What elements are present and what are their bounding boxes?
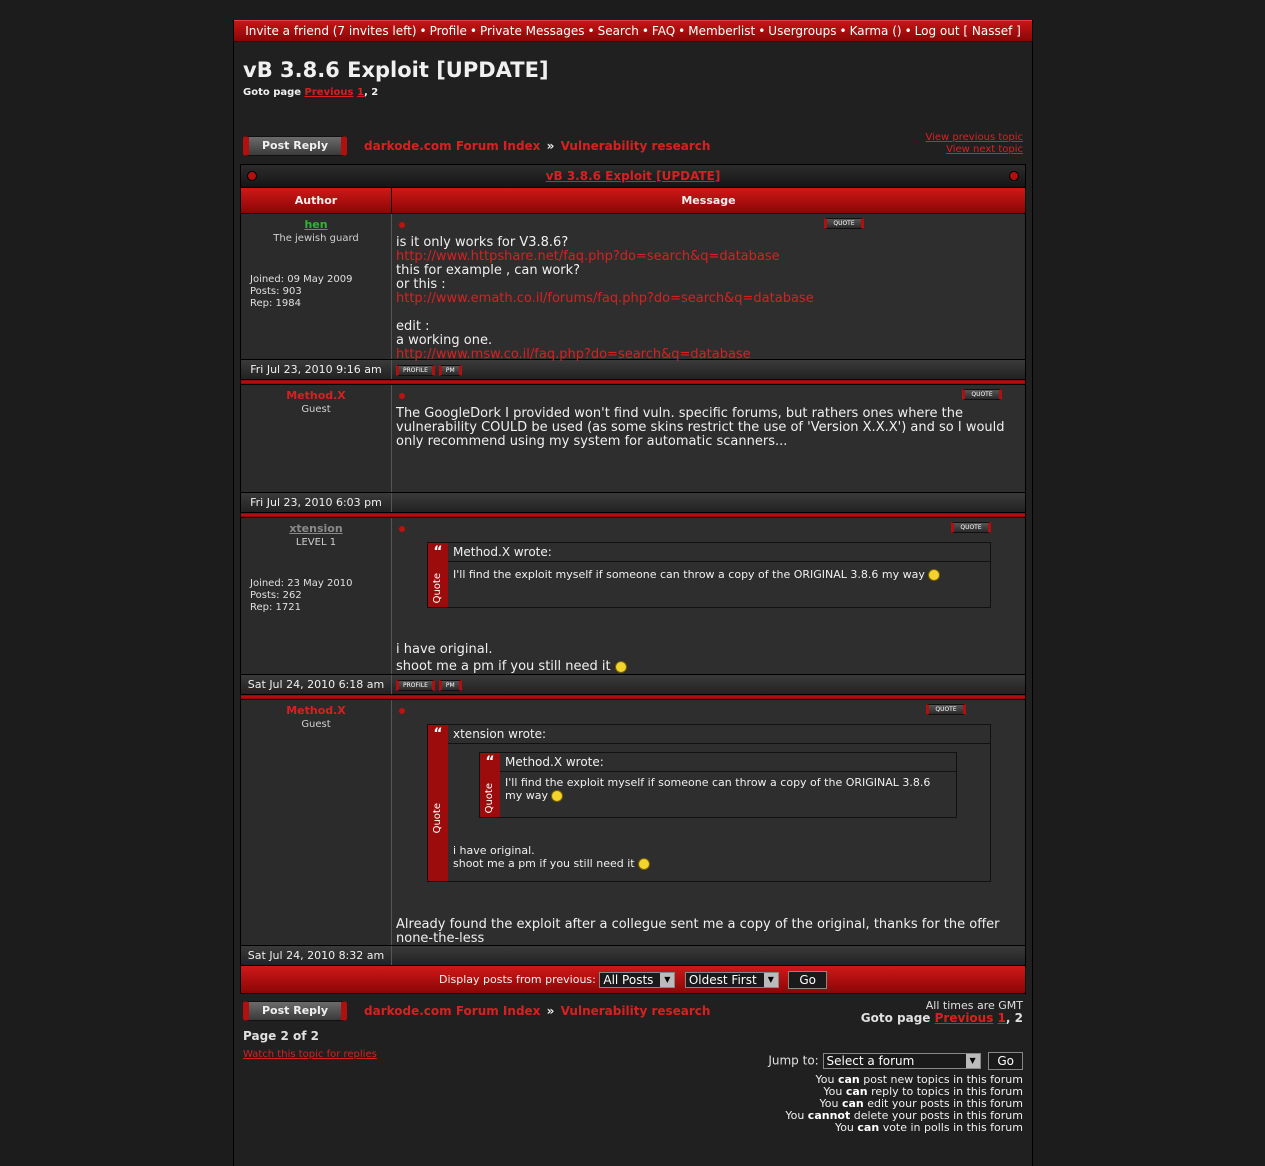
quote-text xyxy=(448,844,990,876)
post-message xyxy=(392,385,1025,492)
jump-label: Jump to: xyxy=(768,1053,819,1068)
quote-label: Quote xyxy=(432,802,443,833)
goto-page-1-link[interactable]: 1 xyxy=(997,1011,1006,1025)
post-line-text: shoot me a pm if you still need it xyxy=(396,659,611,674)
column-headers xyxy=(241,187,1025,213)
author-posts: Posts: 262 xyxy=(250,590,302,601)
author-name[interactable] xyxy=(250,522,382,535)
quote-button[interactable]: QUOTE xyxy=(824,218,864,229)
permission-subject: You xyxy=(819,1097,839,1110)
permission-subject: You xyxy=(823,1085,843,1098)
view-next-topic-link[interactable]: View next topic xyxy=(946,144,1023,155)
permission-item xyxy=(785,1122,1023,1134)
post-actions xyxy=(392,946,1025,965)
author-rep: Rep: 1984 xyxy=(250,298,301,309)
quote-button[interactable]: QUOTE xyxy=(962,389,1002,400)
quote-text-content: I'll find the exploit myself if someone can throw a copy of the ORIGINAL 3.8.6 my way xyxy=(505,776,931,802)
chevron-down-icon: ▼ xyxy=(660,973,674,987)
display-label: Display posts from previous: xyxy=(439,973,596,986)
author-joined: Joined: 23 May 2010 xyxy=(250,578,353,589)
pm-button[interactable]: PM xyxy=(439,365,462,376)
chevron-down-icon: ▼ xyxy=(764,973,778,987)
post-reply-button[interactable]: Post Reply xyxy=(243,1001,347,1021)
permission-text: delete your posts in this forum xyxy=(853,1109,1023,1122)
permission-text: post new topics in this forum xyxy=(863,1073,1023,1086)
quote-block xyxy=(427,542,991,608)
post-line: i have original. xyxy=(396,642,493,657)
nav-karma[interactable]: Karma () xyxy=(849,24,902,38)
post-link[interactable]: http://www.emath.co.il/forums/faq.php?do=search&q=database xyxy=(396,291,814,306)
quote-side xyxy=(480,753,500,817)
post-line: or this : xyxy=(396,277,446,292)
quote-side xyxy=(428,543,448,607)
post xyxy=(241,213,1025,362)
topic-navigation xyxy=(925,132,1023,156)
goto-previous-link[interactable]: Previous xyxy=(304,87,354,98)
author-name[interactable] xyxy=(250,218,382,231)
message-column-header: Message xyxy=(681,194,736,207)
nav-logout[interactable]: Log out [ Nassef ] xyxy=(914,24,1021,38)
watch-topic-link[interactable]: Watch this topic for replies xyxy=(243,1049,377,1060)
quote-mark-icon: “ xyxy=(433,726,443,742)
permissions-list xyxy=(785,1074,1023,1134)
post-message xyxy=(392,700,1025,945)
view-previous-topic-link[interactable]: View previous topic xyxy=(925,132,1023,143)
goto-page-1-link[interactable]: 1 xyxy=(356,87,364,98)
post-reply-button[interactable]: Post Reply xyxy=(243,136,347,156)
nav-memberlist[interactable]: Memberlist xyxy=(688,24,756,38)
permission-verb: can xyxy=(857,1121,880,1134)
quote-content xyxy=(448,543,990,607)
post-actions xyxy=(392,360,1025,379)
footer-pagination xyxy=(861,999,1023,1025)
author-stats xyxy=(250,578,382,614)
jump-forum-select[interactable] xyxy=(823,1053,981,1069)
post-footer xyxy=(241,492,1025,512)
post-blank-line xyxy=(396,306,1021,320)
post-body: The GoogleDork I provided won't find vuln. specific forums, but rathers ones where the vulnerability COULD be used (as some skins restrict the use of 'Version X.X.X') and so I would only recommend using my system for automatic scanners... xyxy=(396,406,1005,449)
select-value: Oldest First xyxy=(688,973,757,987)
post-author xyxy=(241,214,392,359)
post-footer xyxy=(241,359,1025,379)
post-icon xyxy=(399,393,405,399)
quote-label: Quote xyxy=(432,572,443,603)
table-title xyxy=(241,165,1025,187)
post-date: Fri Jul 23, 2010 6:03 pm xyxy=(241,493,392,512)
author-rank: Guest xyxy=(301,719,331,730)
post-footer xyxy=(241,945,1025,965)
quote-line xyxy=(453,857,985,870)
post-line: edit : xyxy=(396,319,430,334)
quote-text xyxy=(500,772,956,808)
post-author xyxy=(241,518,392,674)
nav-invite[interactable]: Invite a friend (7 invites left) xyxy=(245,24,417,38)
author-column-header: Author xyxy=(241,188,392,213)
breadcrumb-forum[interactable]: Vulnerability research xyxy=(560,139,711,153)
goto-label: Goto page xyxy=(243,87,302,98)
smiley-icon xyxy=(551,790,563,802)
permission-verb: can xyxy=(837,1073,860,1086)
display-options-bar xyxy=(241,965,1025,993)
author-posts: Posts: 903 xyxy=(250,286,302,297)
profile-button[interactable]: PROFILE xyxy=(396,365,435,376)
permission-text: vote in polls in this forum xyxy=(882,1121,1023,1134)
permission-text: reply to topics in this forum xyxy=(871,1085,1023,1098)
permission-verb: can xyxy=(845,1085,868,1098)
post xyxy=(241,699,1025,945)
nested-quote-block xyxy=(479,752,957,818)
pm-button[interactable]: PM xyxy=(439,680,462,691)
top-navigation: Invite a friend (7 invites left) • Profile • Private Messages • Search • FAQ • Memberlist • Usergroups • Karma () • Log out [ Nassef ] xyxy=(234,20,1032,42)
post-date: Fri Jul 23, 2010 9:16 am xyxy=(241,360,392,379)
post-icon xyxy=(399,708,405,714)
author-rank: The jewish guard xyxy=(273,233,359,244)
quote-text-content: I'll find the exploit myself if someone can throw a copy of the ORIGINAL 3.8.6 my way xyxy=(453,568,925,581)
timezone-note: All times are GMT xyxy=(925,999,1023,1012)
post-message xyxy=(392,214,1025,362)
author-stats xyxy=(250,274,382,310)
post-author xyxy=(241,700,392,945)
breadcrumb xyxy=(364,139,710,153)
select-value: Select a forum xyxy=(826,1054,915,1068)
post-line: this for example , can work? xyxy=(396,263,581,278)
permission-subject: You xyxy=(815,1073,835,1086)
breadcrumb-forum-index[interactable]: darkode.com Forum Index xyxy=(364,139,541,153)
chevron-down-icon: ▼ xyxy=(966,1054,980,1068)
quote-button[interactable]: QUOTE xyxy=(951,522,991,533)
bottom-section xyxy=(234,994,1032,1144)
display-range-select[interactable] xyxy=(599,972,675,988)
post-date: Sat Jul 24, 2010 8:32 am xyxy=(241,946,392,965)
jump-to xyxy=(768,1052,1023,1070)
breadcrumb-forum[interactable]: Vulnerability research xyxy=(560,1004,711,1018)
nav-private-messages[interactable]: Private Messages xyxy=(480,24,585,38)
quote-text xyxy=(448,562,990,587)
post-body xyxy=(396,236,1021,362)
goto-page xyxy=(243,87,1023,98)
quote-content xyxy=(500,753,956,817)
permission-text: edit your posts in this forum xyxy=(867,1097,1023,1110)
quote-author: Method.X wrote: xyxy=(448,543,990,562)
goto-page xyxy=(861,1012,1023,1025)
profile-button[interactable]: PROFILE xyxy=(396,680,435,691)
quote-label: Quote xyxy=(484,782,495,813)
page-of: Page 2 of 2 xyxy=(243,1029,319,1043)
post-line xyxy=(396,660,1021,674)
post-link[interactable]: http://www.httpshare.net/faq.php?do=search&q=database xyxy=(396,249,780,264)
top-action-bar xyxy=(234,132,1032,164)
post-link[interactable]: http://www.msw.co.il/faq.php?do=search&q=database xyxy=(396,347,751,362)
goto-previous-link[interactable]: Previous xyxy=(934,1011,994,1025)
page xyxy=(233,20,1033,1166)
goto-label: Goto page xyxy=(860,1011,931,1025)
nav-profile[interactable]: Profile xyxy=(429,24,467,38)
nav-search[interactable]: Search xyxy=(597,24,639,38)
post-actions xyxy=(392,675,1025,694)
post xyxy=(241,517,1025,674)
goto-current-page: , 2 xyxy=(1005,1011,1023,1025)
permission-verb: can xyxy=(841,1097,864,1110)
author-rank: Guest xyxy=(301,404,331,415)
display-go-button[interactable]: Go xyxy=(788,971,827,989)
quote-mark-icon: “ xyxy=(433,544,443,560)
quote-mark-icon: “ xyxy=(485,754,495,770)
post-line: is it only works for V3.8.6? xyxy=(396,235,569,250)
post-footer xyxy=(241,674,1025,694)
sort-order-select[interactable] xyxy=(685,972,779,988)
topic-title-link[interactable]: vB 3.8.6 Exploit [UPDATE] xyxy=(545,169,721,183)
quote-content xyxy=(448,725,990,881)
jump-go-button[interactable]: Go xyxy=(988,1052,1023,1070)
goto-current-page: , 2 xyxy=(363,87,379,98)
select-value: All Posts xyxy=(603,973,654,987)
quote-author: Method.X wrote: xyxy=(500,753,956,772)
author-joined: Joined: 09 May 2009 xyxy=(250,274,353,285)
post-icon xyxy=(399,526,405,532)
permission-subject: You xyxy=(834,1121,854,1134)
corner-dot-icon xyxy=(1009,171,1019,181)
post-icon xyxy=(399,222,405,228)
post-line: a working one. xyxy=(396,333,493,348)
post-message xyxy=(392,518,1025,674)
breadcrumb-separator: » xyxy=(546,139,555,153)
breadcrumb xyxy=(364,1004,710,1018)
author-name: Method.X xyxy=(286,704,346,717)
topic-header xyxy=(234,42,1032,136)
nav-faq[interactable]: FAQ xyxy=(651,24,676,38)
quote-block xyxy=(427,724,991,882)
posts-table xyxy=(240,164,1026,994)
post xyxy=(241,384,1025,492)
post-author xyxy=(241,385,392,492)
author-link[interactable]: hen xyxy=(304,218,328,231)
author-rep: Rep: 1721 xyxy=(250,602,301,613)
permission-subject: You xyxy=(785,1109,805,1122)
corner-dot-icon xyxy=(247,171,257,181)
author-name: Method.X xyxy=(286,389,346,402)
author-link[interactable]: xtension xyxy=(289,522,343,535)
smiley-icon xyxy=(615,661,627,673)
post-date: Sat Jul 24, 2010 6:18 am xyxy=(241,675,392,694)
post-actions xyxy=(392,493,1025,512)
nav-usergroups[interactable]: Usergroups xyxy=(768,24,837,38)
permission-verb: cannot xyxy=(807,1109,851,1122)
quote-line-text: shoot me a pm if you still need it xyxy=(453,857,635,870)
post-body xyxy=(396,643,1021,674)
author-rank: LEVEL 1 xyxy=(295,537,337,548)
quote-author: xtension wrote: xyxy=(448,725,990,744)
page-title: vB 3.8.6 Exploit [UPDATE] xyxy=(243,58,549,82)
post-body: Already found the exploit after a collegue sent me a copy of the original, thanks for the offer none-the-less xyxy=(396,917,1000,946)
smiley-icon xyxy=(638,858,650,870)
breadcrumb-forum-index[interactable]: darkode.com Forum Index xyxy=(364,1004,541,1018)
quote-side xyxy=(428,725,448,881)
quote-line: i have original. xyxy=(453,844,535,857)
breadcrumb-separator: » xyxy=(546,1004,555,1018)
smiley-icon xyxy=(928,569,940,581)
quote-button[interactable]: QUOTE xyxy=(926,704,966,715)
